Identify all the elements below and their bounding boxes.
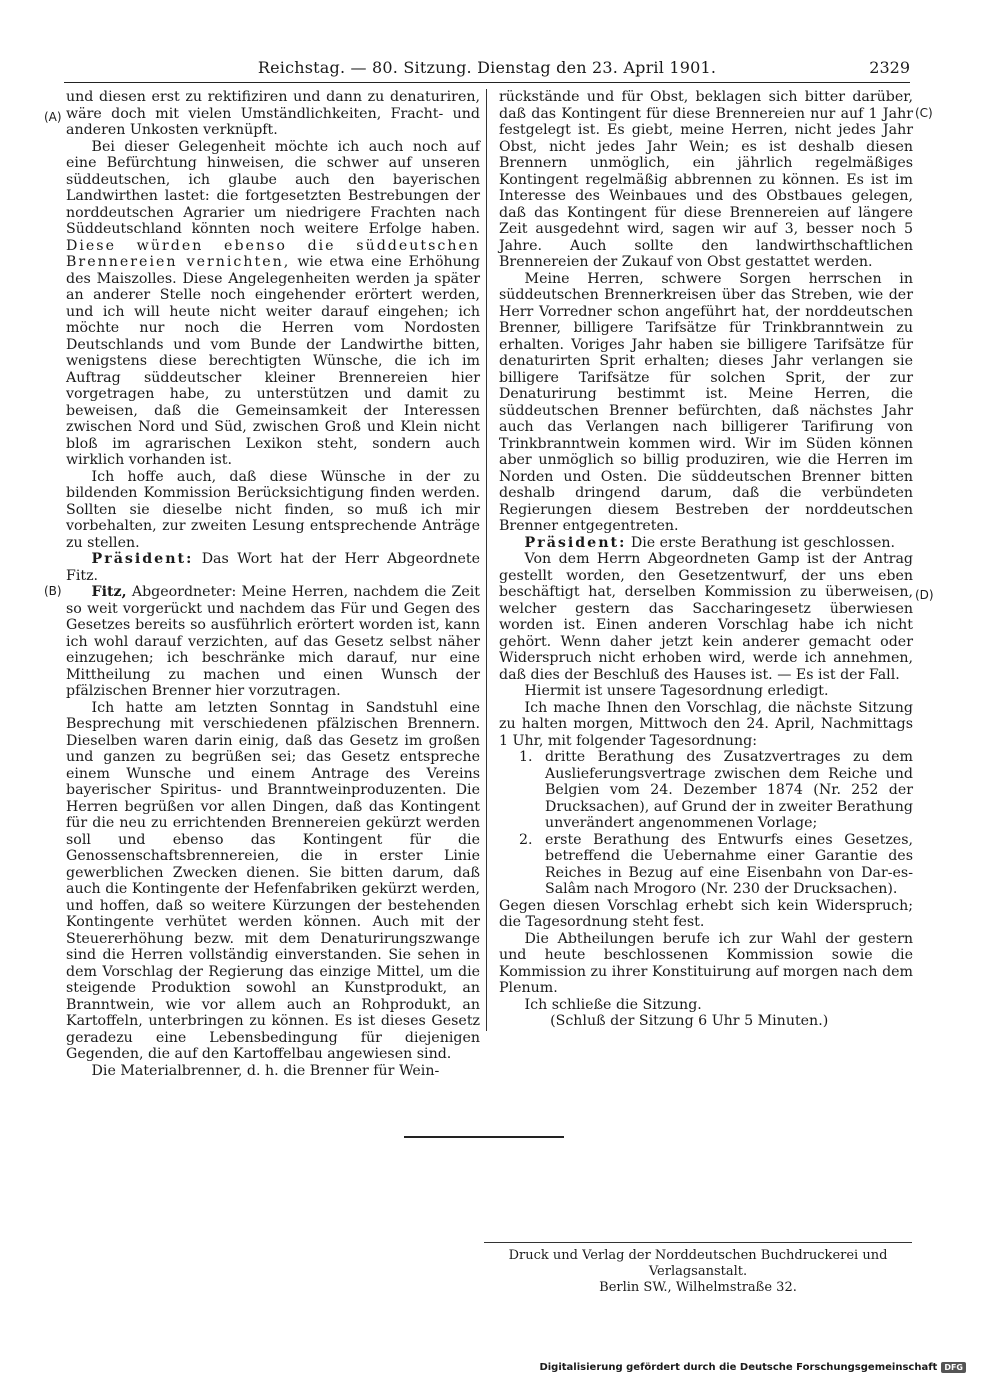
header-title: Reichstag. — 80. Sitzung. Dienstag den 23. April 1901.	[257, 58, 717, 77]
paragraph: Ich mache Ihnen den Vorschlag, die nächste Sitzung zu halten morgen, Mittwoch den 24. April, Nachmittags 1 Uhr, mit folgender Tagesordnung:	[499, 699, 913, 749]
paragraph: Gegen diesen Vorschlag erhebt sich kein Widerspruch; die Tagesordnung steht fest.	[499, 897, 913, 930]
header-rule	[64, 82, 910, 83]
paragraph: Ich hoffe auch, daß diese Wünsche in der zu bildenden Kommission Berücksichtigung finden werden. Sollten sie dieselbe nicht finden, so muß ich mir vorbehalten, zur zweiten Lesung entsprechende Anträge zu stellen.	[66, 468, 480, 551]
margin-mark-a: (A)	[44, 110, 62, 124]
agenda-number: 1.	[519, 749, 533, 765]
paragraph: rückstände und für Obst, beklagen sich bitter darüber, daß das Kontingent für diese Brennereien nur auf 1 Jahr festgelegt ist. Es giebt, meine Herren, nicht jedes Jahr Obst, nicht jedes Jahr Wein; es ist deshalb diesen Brennern unmöglich, ein jährlich regelmäßiges Kontingent regelmäßig abbrennen zu können. Es ist im Interesse des Weinbaues und des Obstbaues gelegen, daß das Kontingent für diese Brennereien auf längere Zeit ausgedehnt wird, sagen wir auf 3, besser noch 5 Jahre. Auch sollte den landwirthschaftlichen Brennereien der Zukauf von Obst gestattet werden.	[499, 89, 913, 270]
page-header	[64, 58, 910, 82]
speaker-paragraph	[66, 551, 480, 584]
paragraph: Die Abtheilungen berufe ich zur Wahl der gestern und heute beschlossenen Kommission sowie die Kommission zu ihrer Konstituirung auf morgen nach dem Plenum.	[499, 930, 913, 996]
paragraph: Meine Herren, schwere Sorgen herrschen in süddeutschen Brennerkreisen über das Streben, wie der Herr Vorredner schon angeführt hat, der norddeutschen Brenner, billigere Tarifsätze für Trinkbranntwein zu erhalten. Voriges Jahr haben sie billigere Tarifsätze für denaturirten Sprit erhalten; dieses Jahr verlangen sie billigere Tarifsätze für solchen Sprit, der zur Denaturirung bestimmt ist. Meine Herren, die süddeutschen Brenner befürchten, daß nächstes Jahr auch das Verlangen nach billigerer Tarifirung von Trinkbranntwein kommen wird. Wir im Süden können aber unmöglich so billig produziren, wie die Herren im Norden und Osten. Die süddeutschen Brenner bitten deshalb dringend darum, daß die verbündeten Regierungen diesem Bestreben der norddeutschen Brenner entgegentreten.	[499, 270, 913, 534]
right-column	[499, 89, 913, 1030]
page-number: 2329	[869, 58, 910, 77]
footer-text: Digitalisierung gefördert durch die Deutsche Forschungsgemeinschaft	[539, 1362, 938, 1373]
paragraph: Die Materialbrenner, d. h. die Brenner für Wein-	[91, 1062, 440, 1079]
speech-text: Die erste Berathung ist geschlossen.	[630, 534, 896, 551]
speaker-name: Präsident:	[91, 551, 194, 567]
margin-mark-c: (C)	[915, 106, 933, 120]
agenda-list	[519, 749, 913, 898]
imprint-rule	[484, 1242, 912, 1243]
dfg-logo: DFG	[941, 1362, 966, 1373]
agenda-text: dritte Berathung des Zusatzvertrages zu dem Auslieferungsvertrage zwischen dem Reiche und Belgien vom 24. Dezember 1874 (Nr. 252 der Drucksachen), auf Grund der in zweiter Berathung unverändert angenommenen Vorlage;	[545, 749, 913, 831]
margin-mark-d: (D)	[915, 588, 934, 602]
agenda-text: erste Berathung des Entwurfs eines Gesetzes, betreffend die Uebernahme einer Garantie des Reiches in Bezug auf eine Eisenbahn von Dar-es-Salâm nach Mrogoro (Nr. 230 der Drucksachen).	[545, 831, 913, 897]
paragraph	[66, 139, 480, 469]
speaker-name: Fitz,	[91, 584, 127, 600]
agenda-number: 2.	[519, 831, 533, 848]
emphasized-text: Diese würden ebenso die süddeutschen Brennereien vernichten,	[66, 237, 480, 270]
paragraph: Ich hatte am letzten Sonntag in Sandstuhl eine Besprechung mit verschiedenen pfälzischen Brennern. Dieselben waren darin einig, daß das Gesetz im großen und ganzen zu begrüßen sei; das Gesetz entspreche einem Wunsche und einem Antrage des Vereins bayerischer Spiritus- und Branntweinproduzenten. Die Herren begrüßen vor allen Dingen, daß das Kontingent für die neu zu errichtenden Brennereien gekürzt werden soll und ebenso das Kontingent für die Genossenschaftsbrennereien, die in erster Linie gewerblichen Zwecken dienen. Sie bitten darum, daß auch die Kontingente der Hefenfabriken gekürzt werden, und hoffen, daß so weitere Kürzungen der bestehenden Kontingente verhütet werden können. Auch mit der Steuererhöhung bezw. mit dem Denaturirungszwange sind die Herren vollständig einverstanden. Sie sehen in dem Vorschlag der Regierung das einzige Mittel, um die steigende Produktion sowohl an Kunstprodukt, an Branntwein, wie vor allem auch an Rohprodukt, an Kartoffeln, unterbringen zu können. Es ist dieses Gesetz geradezu eine Lebensbedingung für diejenigen Gegenden, die auf den Kartoffelbau angewiesen sind.	[66, 699, 480, 1062]
paragraph: Hiermit ist unsere Tagesordnung erledigt.	[524, 683, 829, 699]
paragraph: Ich schließe die Sitzung.	[524, 996, 702, 1013]
paragraph: Von dem Herrn Abgeordneten Gamp ist der Antrag gestellt worden, den Gesetzentwurf, der uns eben beschäftigt hat, derselben Kommission zu überweisen, welcher gestern das Saccharingesetz überwiesen worden ist. Einen anderen Vorschlag habe ich nicht gehört. Wenn daher jetzt kein anderer gemacht oder Widerspruch nicht erhoben wird, werde ich annehmen, daß dies der Beschluß des Hauses ist. — Es ist der Fall.	[499, 551, 913, 683]
paragraph-text: wie etwa eine Erhöhung des Maiszolles. Diese Angelegenheiten werden ja später an anderer Stelle noch eingehender erörtert werden, und ich will heute nicht weiter darauf eingehen; ich möchte nur noch die Herren vom Nordosten Deutschlands und vom Bunde der Landwirthe bitten, wenigstens diese berechtigten Wünsche, die ich im Auftrag süddeutscher kleiner Brennereien hier vorgetragen habe, zu unterstützen und damit zu beweisen, daß die Gemeinsamkeit der Interessen zwischen Nord und Süd, zwischen Groß und Klein nicht bloß im agrarischen Lexikon steht, sondern auch wirklich vorhanden ist.	[66, 254, 480, 468]
speaker-paragraph	[66, 584, 480, 700]
imprint-line: Druck und Verlag der Norddeutschen Buchdruckerei und Verlagsanstalt.	[508, 1248, 888, 1279]
speech-text: Das Wort hat der Herr Abgeordnete Fitz.	[66, 551, 480, 584]
column-divider	[486, 89, 487, 1031]
margin-mark-b: (B)	[44, 584, 62, 598]
digitization-footer	[539, 1362, 966, 1373]
speech-text: Abgeordneter: Meine Herren, nachdem die Zeit so weit vorgerückt und nachdem das Für und Gegen des Gesetzes bereits so ausführlich erörtert worden ist, kann ich wohl darauf verzichten, auf das Gesetz selbst näher einzugehen; ich beschränke mich darauf, nur eine Mittheilung zu machen und einen Wunsch der pfälzischen Brenner hier vorzutragen.	[66, 584, 480, 699]
imprint-line: Berlin SW., Wilhelmstraße 32.	[599, 1280, 797, 1295]
agenda-item	[519, 832, 913, 898]
paragraph-text: Bei dieser Gelegenheit möchte ich auch noch auf eine Befürchtung hinweisen, die schwer auf unseren süddeutschen, ich glaube auch den bayerischen Landwirthen lastet: die fortgesetzten Bestrebungen der norddeutschen Agrarier um niedrigere Frachten nach Süddeutschland könnten noch weitere Erfolge haben.	[66, 138, 480, 237]
paragraph: und diesen erst zu rektifiziren und dann zu denaturiren, wäre doch mit vielen Umständlichkeiten, Fracht- und anderen Unkosten verknüpft.	[66, 89, 480, 138]
speaker-name: Präsident:	[524, 534, 627, 551]
agenda-item	[519, 749, 913, 832]
end-rule	[404, 1136, 564, 1138]
closing-note: (Schluß der Sitzung 6 Uhr 5 Minuten.)	[550, 1013, 829, 1029]
speaker-paragraph	[499, 535, 913, 552]
imprint	[484, 1248, 912, 1296]
left-column	[66, 89, 480, 1079]
